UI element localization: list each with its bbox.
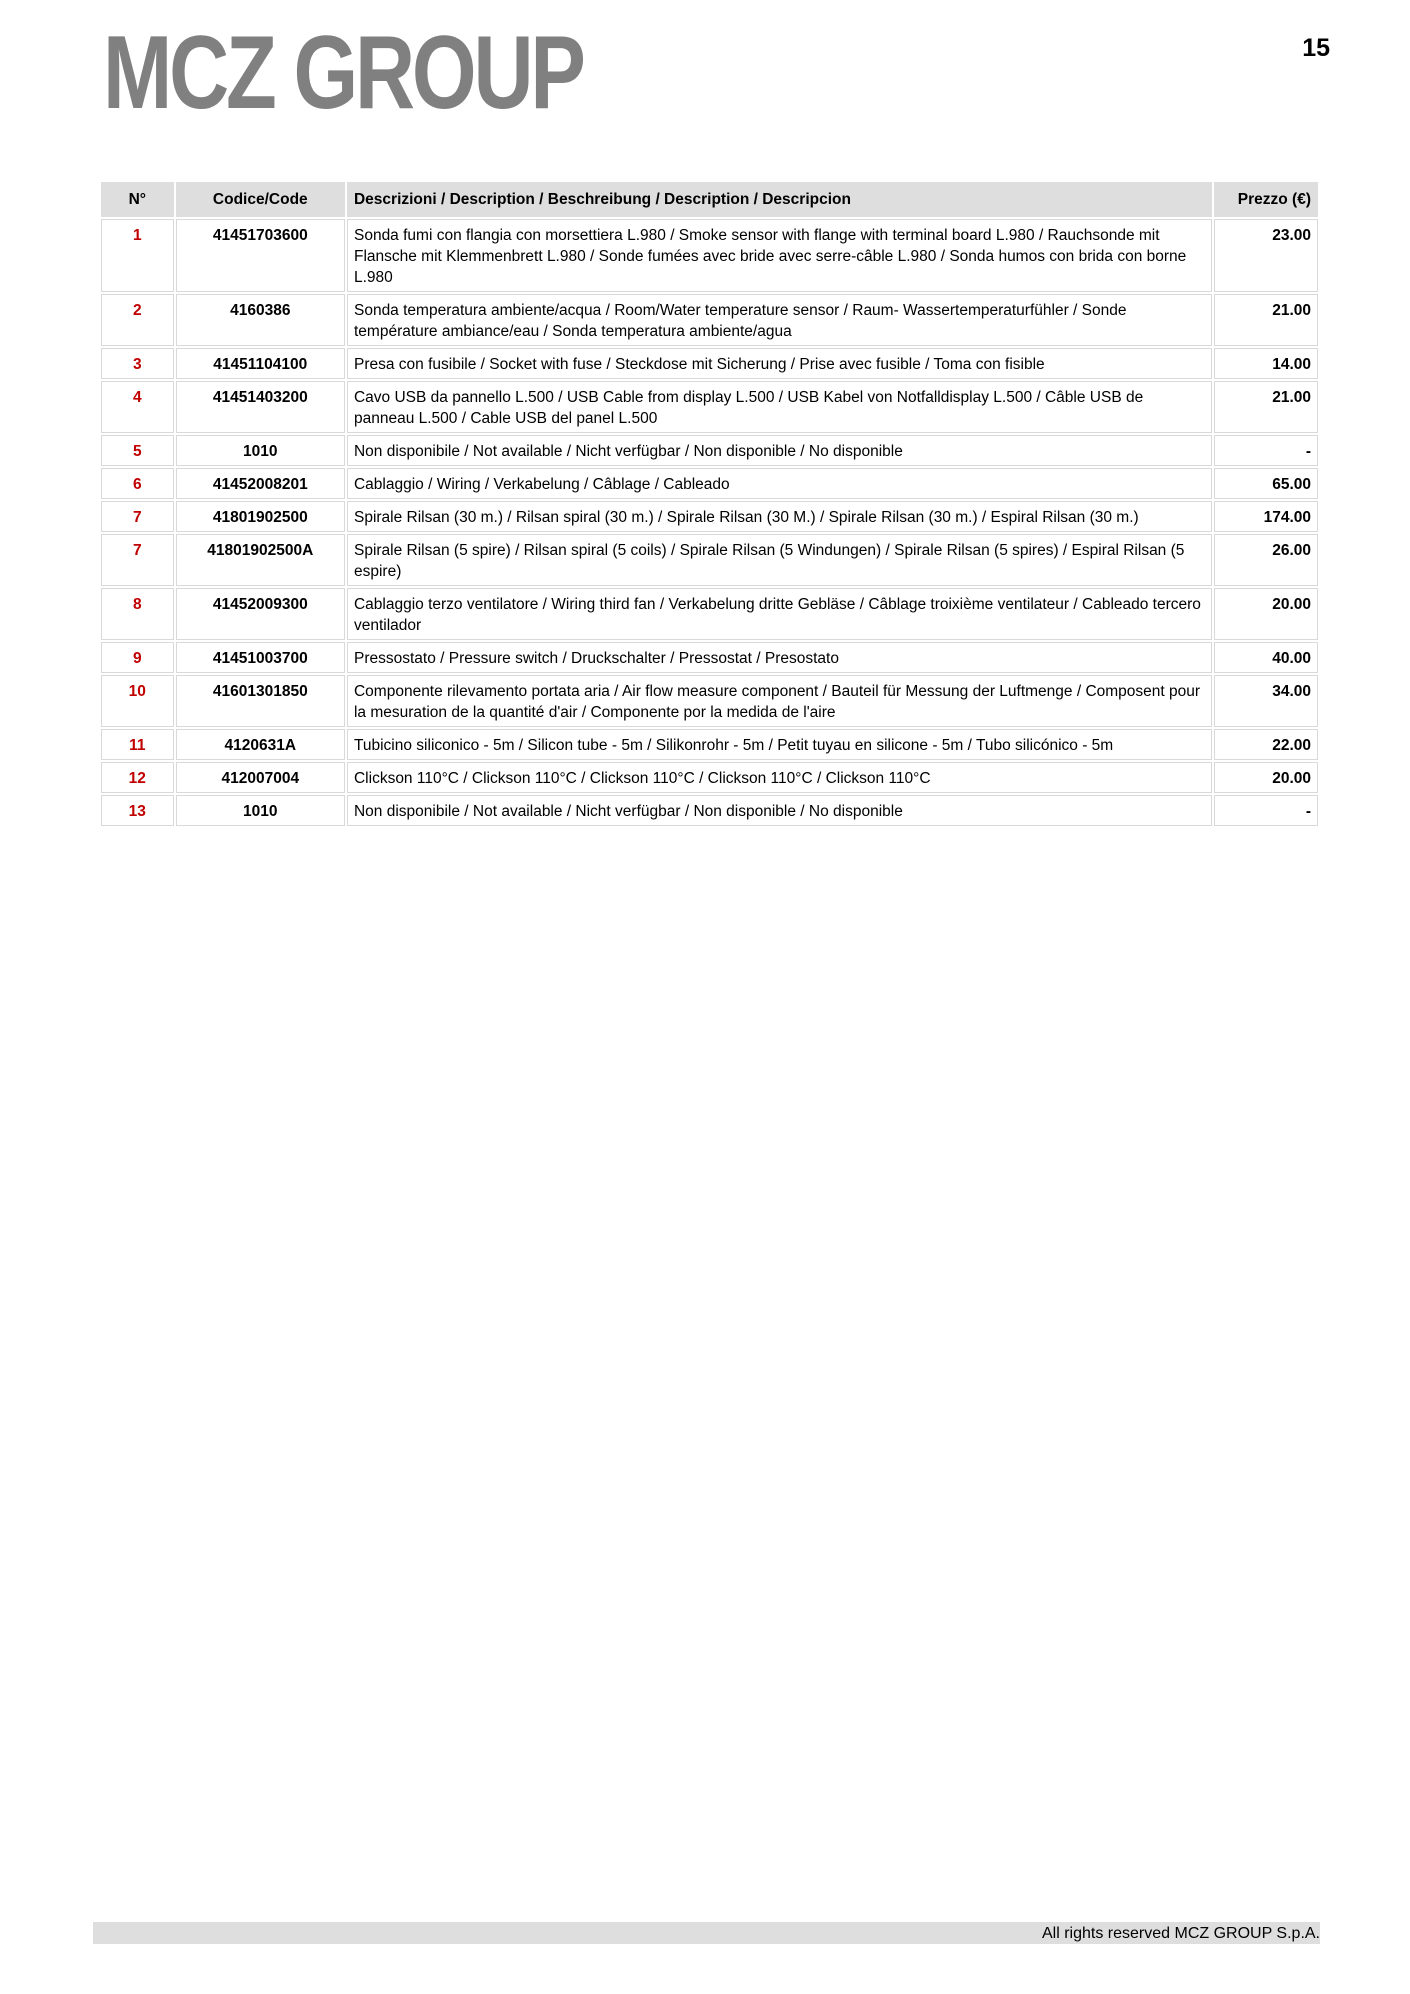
- table-row: [101, 348, 1318, 379]
- brand-logo-text: MCZ GROUP: [103, 15, 583, 131]
- table-row: [101, 501, 1318, 532]
- table-row: [101, 435, 1318, 466]
- cell-price: -: [1214, 795, 1318, 826]
- cell-code: 4160386: [176, 294, 345, 346]
- cell-number: 13: [101, 795, 174, 826]
- cell-code: 412007004: [176, 762, 345, 793]
- cell-description: Componente rilevamento portata aria / Air flow measure component / Bauteil für Messung der Luftmenge / Composent pour la mesuration de la quantité d'air / Componente por la medida de l'aire: [347, 675, 1212, 727]
- table-row: [101, 762, 1318, 793]
- table-row: [101, 588, 1318, 640]
- column-header-number: N°: [101, 182, 174, 217]
- column-header-code: Codice/Code: [176, 182, 345, 217]
- cell-code: 41451703600: [176, 219, 345, 292]
- cell-number: 5: [101, 435, 174, 466]
- cell-price: 21.00: [1214, 294, 1318, 346]
- column-header-price: Prezzo (€): [1214, 182, 1318, 217]
- cell-code: 41451403200: [176, 381, 345, 433]
- cell-code: 41601301850: [176, 675, 345, 727]
- cell-price: 21.00: [1214, 381, 1318, 433]
- cell-price: 14.00: [1214, 348, 1318, 379]
- cell-price: 26.00: [1214, 534, 1318, 586]
- cell-number: 3: [101, 348, 174, 379]
- cell-code: 41452008201: [176, 468, 345, 499]
- column-header-description: Descrizioni / Description / Beschreibung / Description / Descripcion: [347, 182, 1212, 217]
- cell-code: 4120631A: [176, 729, 345, 760]
- cell-number: 2: [101, 294, 174, 346]
- cell-number: 10: [101, 675, 174, 727]
- table-row: [101, 729, 1318, 760]
- table-row: [101, 219, 1318, 292]
- cell-number: 11: [101, 729, 174, 760]
- cell-code: 41451104100: [176, 348, 345, 379]
- cell-description: Non disponibile / Not available / Nicht verfügbar / Non disponible / No disponible: [347, 435, 1212, 466]
- cell-description: Clickson 110°C / Clickson 110°C / Clickson 110°C / Clickson 110°C / Clickson 110°C: [347, 762, 1212, 793]
- cell-number: 7: [101, 534, 174, 586]
- cell-price: 20.00: [1214, 588, 1318, 640]
- cell-code: 41452009300: [176, 588, 345, 640]
- cell-price: 34.00: [1214, 675, 1318, 727]
- header-row: [101, 182, 1318, 217]
- cell-price: 40.00: [1214, 642, 1318, 673]
- parts-table-body: [101, 219, 1318, 826]
- cell-description: Sonda temperatura ambiente/acqua / Room/Water temperature sensor / Raum- Wassertemperaturfühler / Sonde température ambiance/eau / Sonda temperatura ambiente/agua: [347, 294, 1212, 346]
- page-number: 15: [1302, 34, 1330, 62]
- cell-description: Non disponibile / Not available / Nicht verfügbar / Non disponible / No disponible: [347, 795, 1212, 826]
- cell-price: 22.00: [1214, 729, 1318, 760]
- cell-description: Cablaggio terzo ventilatore / Wiring third fan / Verkabelung dritte Gebläse / Câblage troixième ventilateur / Cableado tercero ventilador: [347, 588, 1212, 640]
- table-row: [101, 675, 1318, 727]
- table-row: [101, 468, 1318, 499]
- cell-code: 41801902500: [176, 501, 345, 532]
- cell-number: 8: [101, 588, 174, 640]
- cell-price: 174.00: [1214, 501, 1318, 532]
- cell-price: 20.00: [1214, 762, 1318, 793]
- table-row: [101, 534, 1318, 586]
- cell-description: Cavo USB da pannello L.500 / USB Cable from display L.500 / USB Kabel von Notfalldisplay L.500 / Câble USB de panneau L.500 / Cable USB del panel L.500: [347, 381, 1212, 433]
- cell-number: 1: [101, 219, 174, 292]
- cell-description: Pressostato / Pressure switch / Druckschalter / Pressostat / Presostato: [347, 642, 1212, 673]
- cell-description: Sonda fumi con flangia con morsettiera L.980 / Smoke sensor with flange with terminal board L.980 / Rauchsonde mit Flansche mit Klemmenbrett L.980 / Sonde fumées avec bride avec serre-câble L.980 / Sonda humos con brida con borne L.980: [347, 219, 1212, 292]
- cell-description: Tubicino siliconico - 5m / Silicon tube - 5m / Silikonrohr - 5m / Petit tuyau en silicone - 5m / Tubo silicónico - 5m: [347, 729, 1212, 760]
- cell-code: 41451003700: [176, 642, 345, 673]
- footer-copyright: All rights reserved MCZ GROUP S.p.A.: [1042, 1925, 1320, 1942]
- cell-code: 1010: [176, 795, 345, 826]
- cell-price: 65.00: [1214, 468, 1318, 499]
- table-row: [101, 795, 1318, 826]
- cell-description: Presa con fusibile / Socket with fuse / Steckdose mit Sicherung / Prise avec fusible / Toma con fisible: [347, 348, 1212, 379]
- cell-code: 1010: [176, 435, 345, 466]
- cell-description: Spirale Rilsan (5 spire) / Rilsan spiral (5 coils) / Spirale Rilsan (5 Windungen) / Spirale Rilsan (5 spires) / Espiral Rilsan (5 espire): [347, 534, 1212, 586]
- cell-price: -: [1214, 435, 1318, 466]
- table-row: [101, 642, 1318, 673]
- parts-table-header: [101, 182, 1318, 217]
- table-row: [101, 381, 1318, 433]
- cell-description: Cablaggio / Wiring / Verkabelung / Câblage / Cableado: [347, 468, 1212, 499]
- parts-table: [99, 180, 1320, 828]
- cell-number: 12: [101, 762, 174, 793]
- cell-description: Spirale Rilsan (30 m.) / Rilsan spiral (30 m.) / Spirale Rilsan (30 M.) / Spirale Rilsan (30 m.) / Espiral Rilsan (30 m.): [347, 501, 1212, 532]
- cell-number: 6: [101, 468, 174, 499]
- cell-number: 4: [101, 381, 174, 433]
- table-row: [101, 294, 1318, 346]
- cell-code: 41801902500A: [176, 534, 345, 586]
- cell-price: 23.00: [1214, 219, 1318, 292]
- cell-number: 7: [101, 501, 174, 532]
- cell-number: 9: [101, 642, 174, 673]
